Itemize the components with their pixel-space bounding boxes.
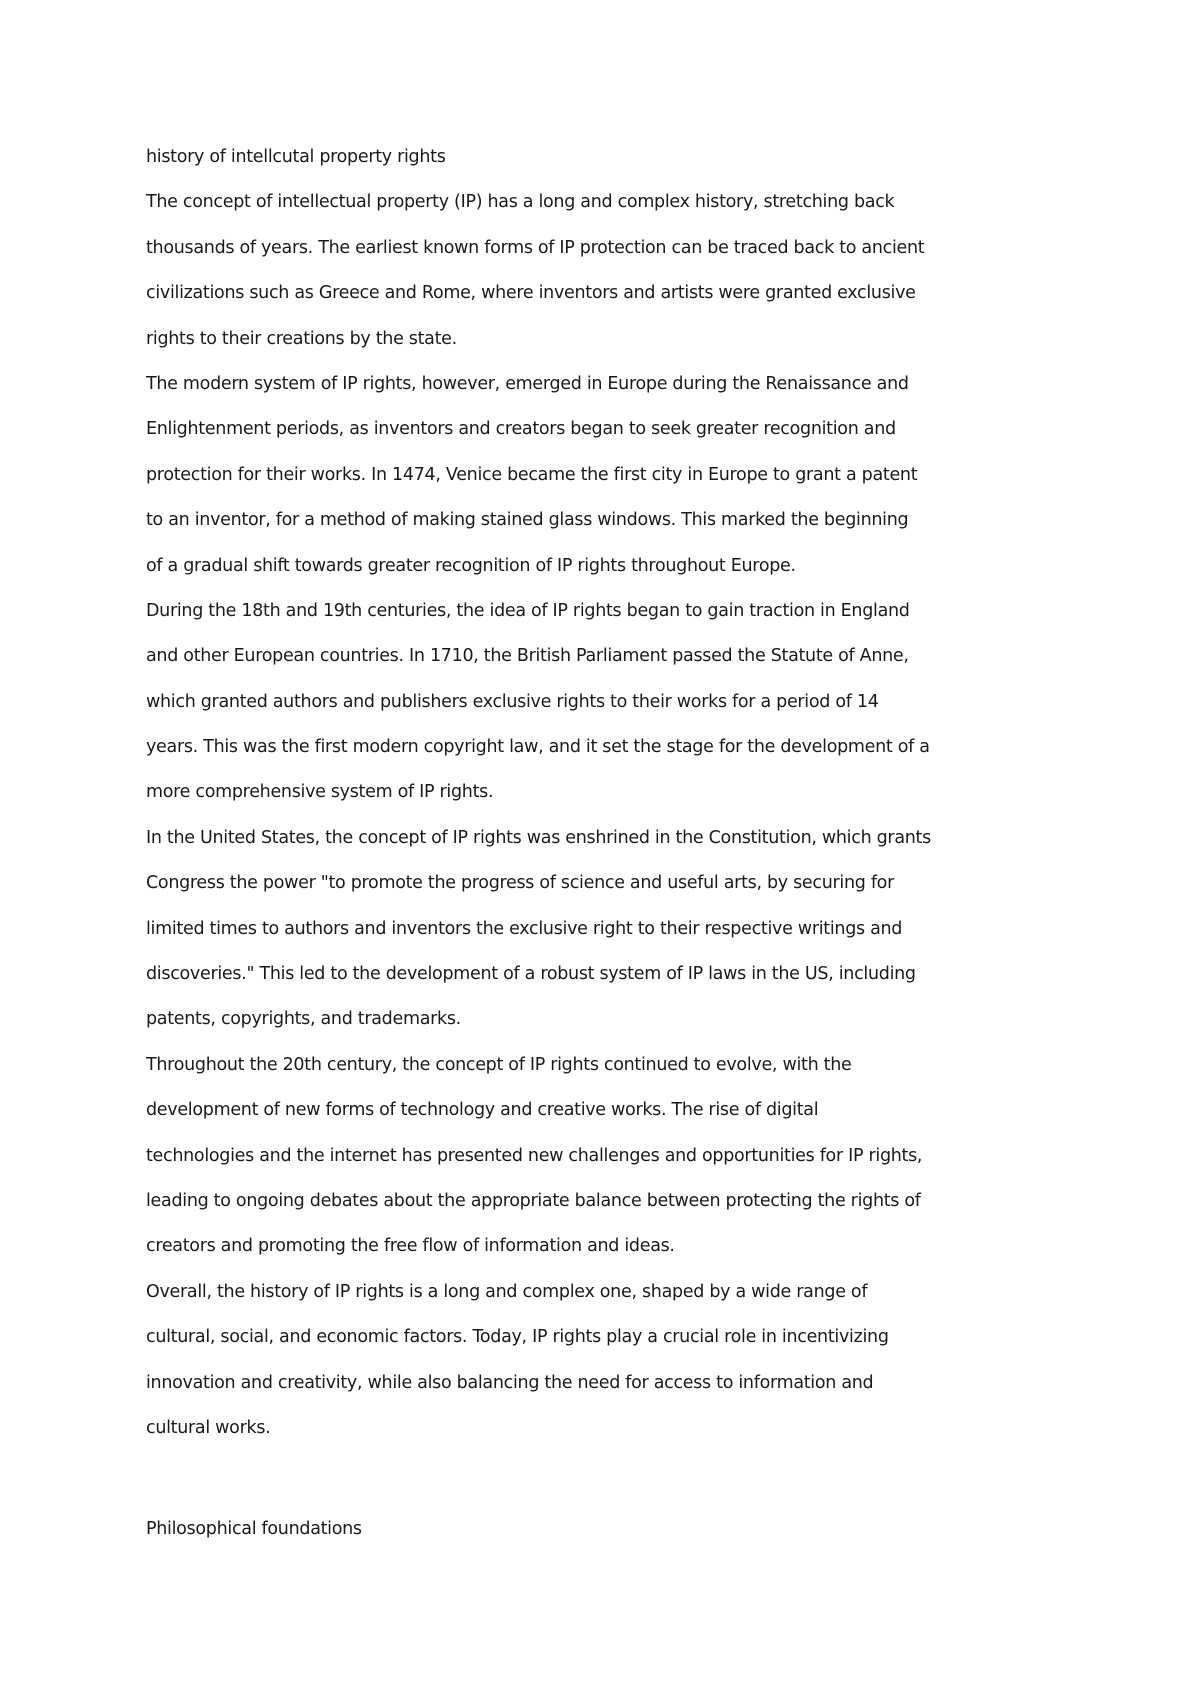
text-line: development of new forms of technology and creative works. The rise of digital xyxy=(146,1100,819,1121)
text-line: innovation and creativity, while also balancing the need for access to information and xyxy=(146,1372,874,1393)
text-line: Overall, the history of IP rights is a long and complex one, shaped by a wide range of xyxy=(146,1281,868,1302)
text-line: Congress the power "to promote the progress of science and useful arts, by securing for xyxy=(146,873,894,894)
text-line: years. This was the first modern copyright law, and it set the stage for the development of a xyxy=(146,737,930,758)
document-body xyxy=(146,147,986,1463)
text-line: civilizations such as Greece and Rome, where inventors and artists were granted exclusive xyxy=(146,283,916,304)
text-line: The concept of intellectual property (IP) has a long and complex history, stretching back xyxy=(146,192,895,213)
text-line: discoveries." This led to the development of a robust system of IP laws in the US, including xyxy=(146,964,916,985)
text-line: leading to ongoing debates about the appropriate balance between protecting the rights of xyxy=(146,1190,921,1211)
text-line: patents, copyrights, and trademarks. xyxy=(146,1009,461,1030)
text-line: to an inventor, for a method of making stained glass windows. This marked the beginning xyxy=(146,510,909,531)
text-line: During the 18th and 19th centuries, the idea of IP rights began to gain traction in England xyxy=(146,600,910,621)
text-line: more comprehensive system of IP rights. xyxy=(146,782,494,803)
text-line: protection for their works. In 1474, Venice became the first city in Europe to grant a patent xyxy=(146,464,918,485)
text-line: cultural, social, and economic factors. Today, IP rights play a crucial role in incentivizing xyxy=(146,1327,889,1348)
document-title: history of intellcutal property rights xyxy=(146,147,446,167)
text-line: of a gradual shift towards greater recognition of IP rights throughout Europe. xyxy=(146,555,796,576)
text-line: limited times to authors and inventors the exclusive right to their respective writings and xyxy=(146,918,903,939)
text-line: creators and promoting the free flow of information and ideas. xyxy=(146,1236,675,1257)
text-line: which granted authors and publishers exclusive rights to their works for a period of 14 xyxy=(146,691,879,712)
text-line: and other European countries. In 1710, the British Parliament passed the Statute of Anne, xyxy=(146,646,909,667)
text-line: Throughout the 20th century, the concept of IP rights continued to evolve, with the xyxy=(146,1054,852,1075)
text-line: rights to their creations by the state. xyxy=(146,328,457,349)
text-line: thousands of years. The earliest known forms of IP protection can be traced back to ancient xyxy=(146,237,925,258)
text-line: technologies and the internet has presented new challenges and opportunities for IP rights, xyxy=(146,1145,923,1166)
text-line: Enlightenment periods, as inventors and creators began to seek greater recognition and xyxy=(146,419,896,440)
text-line: In the United States, the concept of IP rights was enshrined in the Constitution, which grants xyxy=(146,827,931,848)
text-line: The modern system of IP rights, however, emerged in Europe during the Renaissance and xyxy=(146,373,909,394)
text-line: cultural works. xyxy=(146,1417,271,1438)
section-heading: Philosophical foundations xyxy=(146,1519,362,1539)
